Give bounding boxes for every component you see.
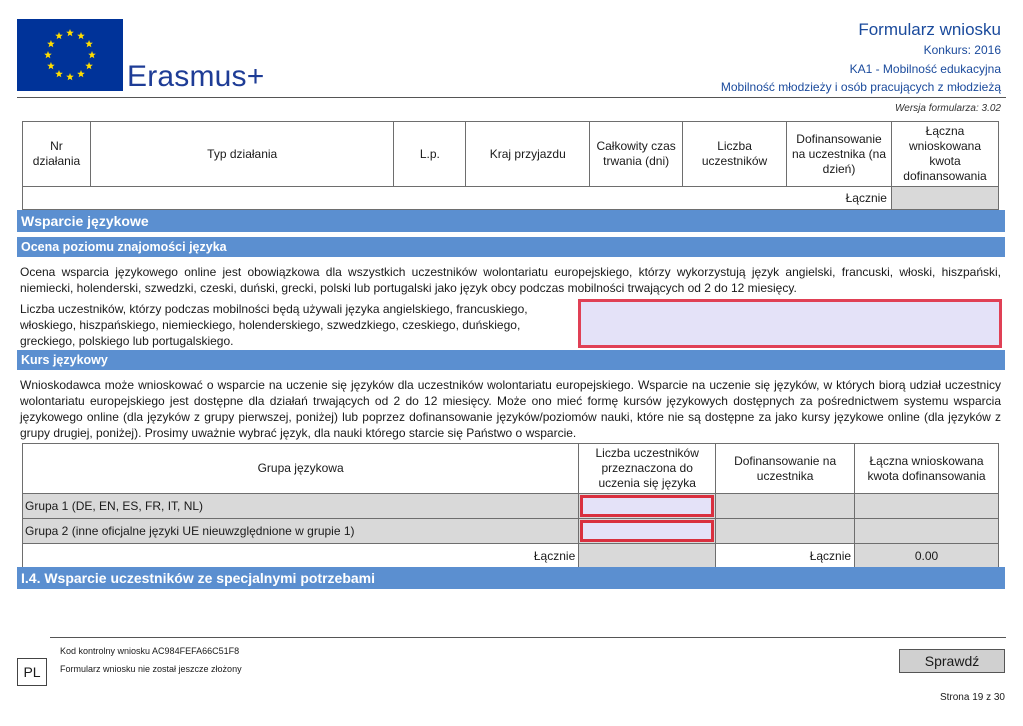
total-participants — [579, 544, 716, 568]
header-divider — [17, 97, 1006, 98]
submission-status: Formularz wniosku nie został jeszcze złożony — [60, 664, 242, 674]
language-group-table — [22, 443, 999, 568]
column-header: Grupa językowa — [23, 444, 579, 494]
section-ocena-poziomu: Ocena poziomu znajomości języka — [17, 237, 1005, 257]
control-code: Kod kontrolny wniosku AC984FEFA66C51F8 — [60, 646, 240, 656]
column-header: Dofinansowanie na uczestnika — [716, 444, 855, 494]
group2-participants-cell — [579, 519, 716, 544]
group1-participants-input[interactable] — [580, 495, 714, 517]
form-title: Formularz wniosku — [858, 20, 1001, 39]
column-header: Kraj przyjazdu — [466, 122, 590, 187]
konkurs-label: Konkurs: 2016 — [923, 43, 1001, 57]
language-indicator[interactable]: PL — [17, 658, 47, 686]
footer-divider — [50, 637, 1006, 638]
section-kurs-jezykowy: Kurs językowy — [17, 350, 1005, 370]
column-header: Łączna wnioskowana kwota dofinansowania — [855, 444, 999, 494]
table-header-row — [23, 122, 999, 187]
total-row — [23, 187, 999, 210]
table-header-row — [23, 444, 999, 494]
brand-name: Erasmus+ — [127, 60, 265, 93]
action-label: KA1 - Mobilność edukacyjna — [849, 62, 1001, 76]
form-version: Wersja formularza: 3.02 — [895, 103, 1001, 114]
eu-flag-logo — [17, 19, 123, 91]
column-header: Nr działania — [23, 122, 91, 187]
column-header: Całkowity czas trwania (dni) — [590, 122, 683, 187]
column-header: Liczba uczestników — [683, 122, 787, 187]
check-button[interactable]: Sprawdź — [899, 649, 1005, 673]
table-row — [23, 519, 999, 544]
group-label: Grupa 2 (inne oficjalne języki UE nieuwzględnione w grupie 1) — [23, 519, 579, 544]
group2-participants-input[interactable] — [580, 520, 714, 542]
kurs-description: Wnioskodawca może wnioskować o wsparcie na uczenie się języków dla uczestników wolontariatu europejskiego. Wsparcie na uczenie się języków, w których biorą udział uczestnicy wolontariatu europejskiego jest dostępne dla działań trwających od 2 do 12 miesięcy. Może ono mieć formę kursów językowych dostępnych za pośrednictwem systemu wsparcia językowego online (dla języków z grupy pierwszej, poniżej) lub poprzez dofinansowanie języków/poziomów nauki, które nie są dostępne za jako kursy językowe online (dla języków z grupy drugiej, poniżej). Prosimy uważnie wybrać język, dla nauki którego starcie się Państwo o wsparcie. — [20, 378, 1001, 440]
group1-funding — [716, 494, 855, 519]
group2-total — [855, 519, 999, 544]
group2-funding — [716, 519, 855, 544]
liczba-uczestnikow-label: Liczba uczestników, którzy podczas mobilności będą używali języka angielskiego, francuskiego, włoskiego, hiszpańskiego, niemieckiego, holenderskiego, szwedzkiego, czeskiego, duńskiego, greckiego, polskiego lub portugalskiego. — [20, 302, 528, 348]
page-number: Strona 19 z 30 — [939, 692, 1005, 703]
total-row — [23, 544, 999, 568]
column-header: L.p. — [394, 122, 466, 187]
group1-participants-cell — [579, 494, 716, 519]
section-wsparcie-jezykowe: Wsparcie językowe — [17, 210, 1005, 232]
group-label: Grupa 1 (DE, EN, ES, FR, IT, NL) — [23, 494, 579, 519]
total-value: 0.00 — [855, 544, 999, 568]
column-header: Liczba uczestników przeznaczona do uczenia się języka — [579, 444, 716, 494]
column-header: Dofinansowanie na uczestnika (na dzień) — [787, 122, 892, 187]
total-label: Łącznie — [23, 544, 579, 568]
column-header: Łączna wnioskowana kwota dofinansowania — [891, 122, 998, 187]
total-value — [891, 187, 998, 210]
mobility-label: Mobilność młodzieży i osób pracujących z młodzieżą — [720, 80, 1001, 94]
eu-stars-icon — [17, 19, 123, 91]
column-header: Typ działania — [90, 122, 393, 187]
activity-table — [22, 121, 999, 210]
table-row — [23, 494, 999, 519]
total-label: Łącznie — [23, 187, 892, 210]
section-wsparcie-specjalne: I.4. Wsparcie uczestników ze specjalnymi potrzebami — [17, 567, 1005, 589]
total-label-2: Łącznie — [716, 544, 855, 568]
group1-total — [855, 494, 999, 519]
liczba-uczestnikow-input[interactable] — [578, 299, 1002, 348]
ocena-description: Ocena wsparcia językowego online jest obowiązkowa dla wszystkich uczestników wolontariatu europejskiego, którzy wykorzystują język angielski, francuski, włoski, hiszpański, niemiecki, holenderski, szwedzki, czeski, duński, grecki, polski lub portugalski jako język obcy podczas mobilności trwających od 2 do 12 miesięcy. — [20, 265, 1001, 295]
